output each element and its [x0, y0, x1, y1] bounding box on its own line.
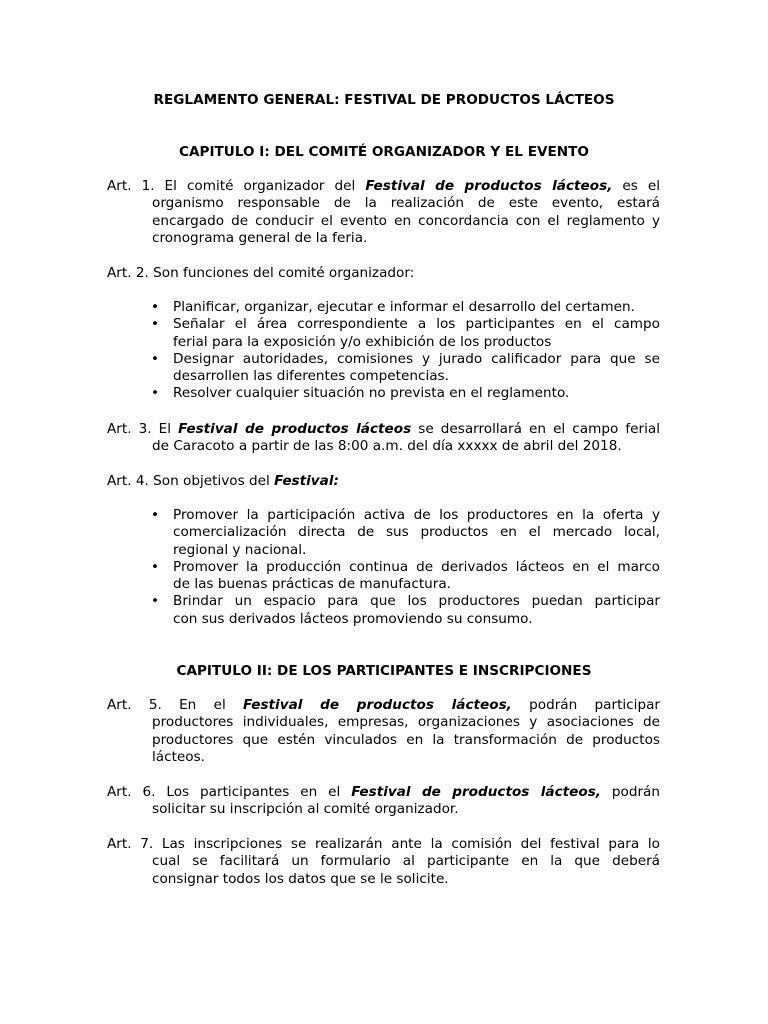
article-7: Art. 7. Las inscripciones se realizarán ante la comisión del festival para lo cual se facilitará un formulario al participante en la que deberá consignar todos los datos que se le solicite.: [107, 836, 660, 887]
functions-list: [150, 299, 660, 403]
bullet-icon: •: [150, 350, 160, 367]
festival-name-emphasis: Festival de productos lácteos,: [365, 178, 613, 194]
list-item: • Señalar el área correspondiente a los participantes en el campo ferial para la exposición y/o exhibición de los productos: [150, 316, 660, 350]
bullet-icon: •: [150, 316, 160, 333]
bullet-icon: •: [150, 299, 160, 315]
list-item: • Resolver cualquier situación no prevista en el reglamento.: [150, 385, 570, 402]
article-3: Art. 3. El Festival de productos lácteos se desarrollará en el campo ferial de Caracoto a partir de las 8:00 a.m. del día xxxxx de abril del 2018.: [107, 421, 660, 455]
article-5: Art. 5. En el Festival de productos lácteos, podrán participar productores individuales, empresas, organizaciones y asociaciones de productores que estén vinculados en la transformación de productos lácteos.: [107, 697, 660, 765]
article-2: Art. 2. Son funciones del comité organizador:: [107, 265, 415, 281]
article-6: Art. 6. Los participantes en el Festival de productos lácteos, podrán solicitar su inscripción al comité organizador.: [107, 784, 660, 818]
bullet-icon: •: [150, 385, 160, 402]
list-item: • Brindar un espacio para que los productores puedan participar con sus derivados lácteos promoviendo su consumo.: [150, 593, 660, 627]
objectives-list: [150, 507, 660, 628]
chapter-2-heading: CAPITULO II: DE LOS PARTICIPANTES E INSCRIPCIONES: [176, 663, 592, 679]
festival-name-emphasis: Festival de productos lácteos,: [351, 784, 601, 800]
list-item: • Designar autoridades, comisiones y jurado calificador para que se desarrollen las diferentes competencias.: [150, 350, 660, 385]
list-item: • Promover la producción continua de derivados lácteos en el marco de las buenas prácticas de manufactura.: [150, 558, 660, 593]
list-item: • Planificar, organizar, ejecutar e informar el desarrollo del certamen.: [150, 299, 635, 315]
bullet-icon: •: [150, 507, 160, 523]
festival-name-emphasis: Festival de productos lácteos: [178, 421, 412, 437]
article-1: Art. 1. El comité organizador del Festival de productos lácteos, es el organismo responsable de la realización de este evento, estará encargado de conducir el evento en concordancia con el reglamento y cronograma general de la feria.: [107, 178, 660, 246]
chapter-1-heading: CAPITULO I: DEL COMITÉ ORGANIZADOR Y EL EVENTO: [178, 144, 589, 160]
bullet-icon: •: [150, 593, 160, 610]
document-title: REGLAMENTO GENERAL: FESTIVAL DE PRODUCTOS LÁCTEOS: [153, 92, 615, 108]
list-item: • Promover la participación activa de los productores en la oferta y comercialización directa de sus productos en el mercado local, regional y nacional.: [150, 507, 660, 558]
article-4: Art. 4. Son objetivos del Festival:: [107, 473, 339, 489]
festival-name-emphasis: Festival de productos lácteos,: [243, 697, 512, 713]
bullet-icon: •: [150, 558, 160, 575]
festival-emphasis: Festival:: [274, 473, 339, 489]
